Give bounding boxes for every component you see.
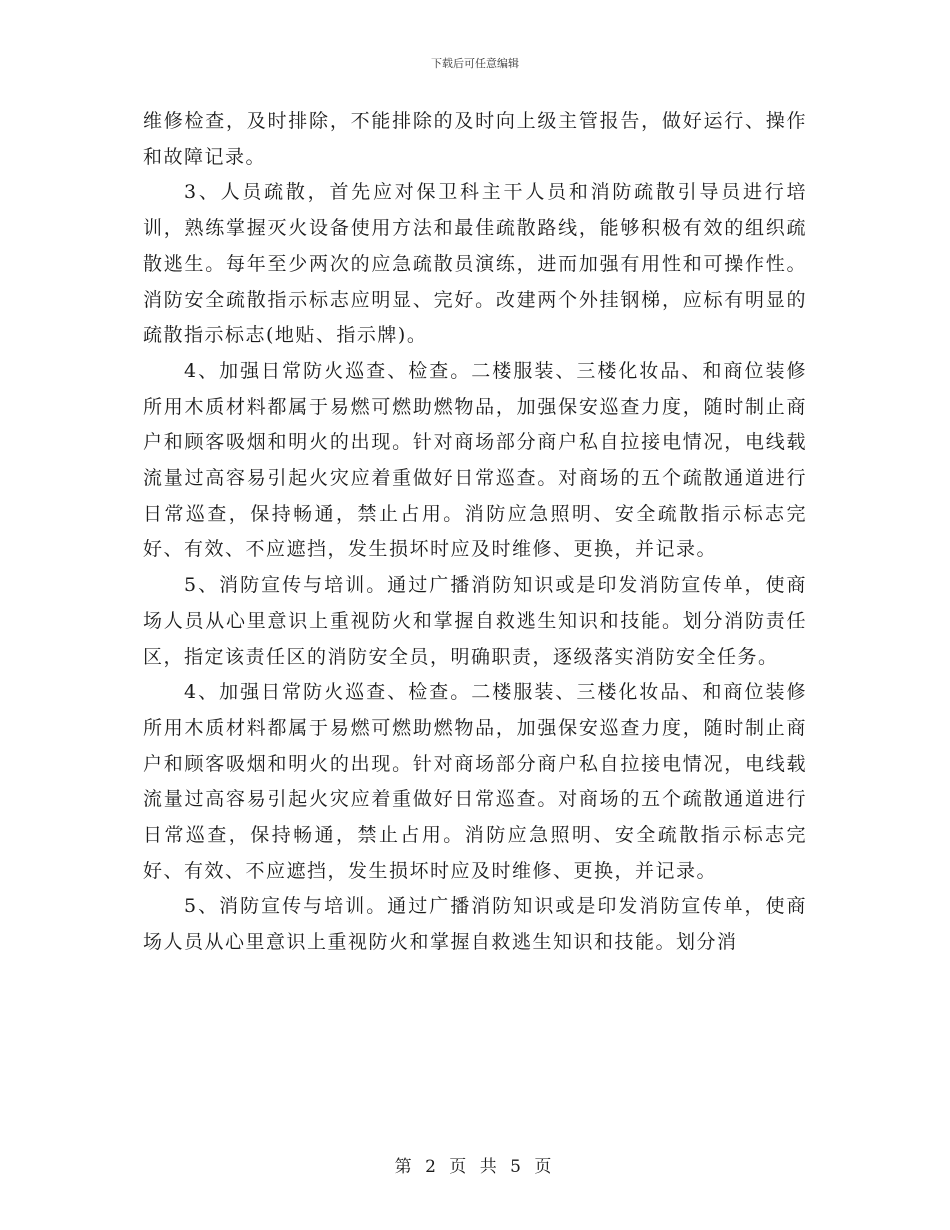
paragraph-4: 5、消防宣传与培训。通过广播消防知识或是印发消防宣传单，使商场人员从心里意识上重视防火和掌握自救逃生知识和技能。划分消防责任区，指定该责任区的消防安全员，明确职责，逐级落实消防安全任务。 — [143, 574, 807, 668]
page-header: 下载后可任意编辑 — [431, 57, 519, 70]
page-number-footer: 第 2 页 共 5 页 — [394, 1157, 556, 1177]
paragraph-5: 4、加强日常防火巡查、检查。二楼服装、三楼化妆品、和商位装修所用木质材料都属于易燃可燃助燃物品，加强保安巡查力度，随时制止商户和顾客吸烟和明火的出现。针对商场部分商户私自拉接电情况，电线载流量过高容易引起火灾应着重做好日常巡查。对商场的五个疏散通道进行日常巡查，保持畅通，禁止占用。消防应急照明、安全疏散指示标志完好、有效、不应遮挡，发生损坏时应及时维修、更换，并记录。 — [143, 681, 807, 882]
paragraph-2: 3、人员疏散，首先应对保卫科主干人员和消防疏散引导员进行培训，熟练掌握灭火设备使用方法和最佳疏散路线，能够积极有效的组织疏散逃生。每年至少两次的应急疏散员演练，进而加强有用性和可操作性。消防安全疏散指示标志应明显、完好。改建两个外挂钢梯，应标有明显的疏散指示标志(地贴、指示牌)。 — [143, 181, 807, 347]
paragraph-3: 4、加强日常防火巡查、检查。二楼服装、三楼化妆品、和商位装修所用木质材料都属于易燃可燃助燃物品，加强保安巡查力度，随时制止商户和顾客吸烟和明火的出现。针对商场部分商户私自拉接电情况，电线载流量过高容易引起火灾应着重做好日常巡查。对商场的五个疏散通道进行日常巡查，保持畅通，禁止占用。消防应急照明、安全疏散指示标志完好、有效、不应遮挡，发生损坏时应及时维修、更换，并记录。 — [143, 359, 807, 561]
paragraph-1: 维修检查，及时排除，不能排除的及时向上级主管报告，做好运行、操作和故障记录。 — [143, 110, 807, 168]
paragraph-6: 5、消防宣传与培训。通过广播消防知识或是印发消防宣传单，使商场人员从心里意识上重视防火和掌握自救逃生知识和技能。划分消 — [143, 895, 807, 954]
document-body — [143, 104, 807, 961]
